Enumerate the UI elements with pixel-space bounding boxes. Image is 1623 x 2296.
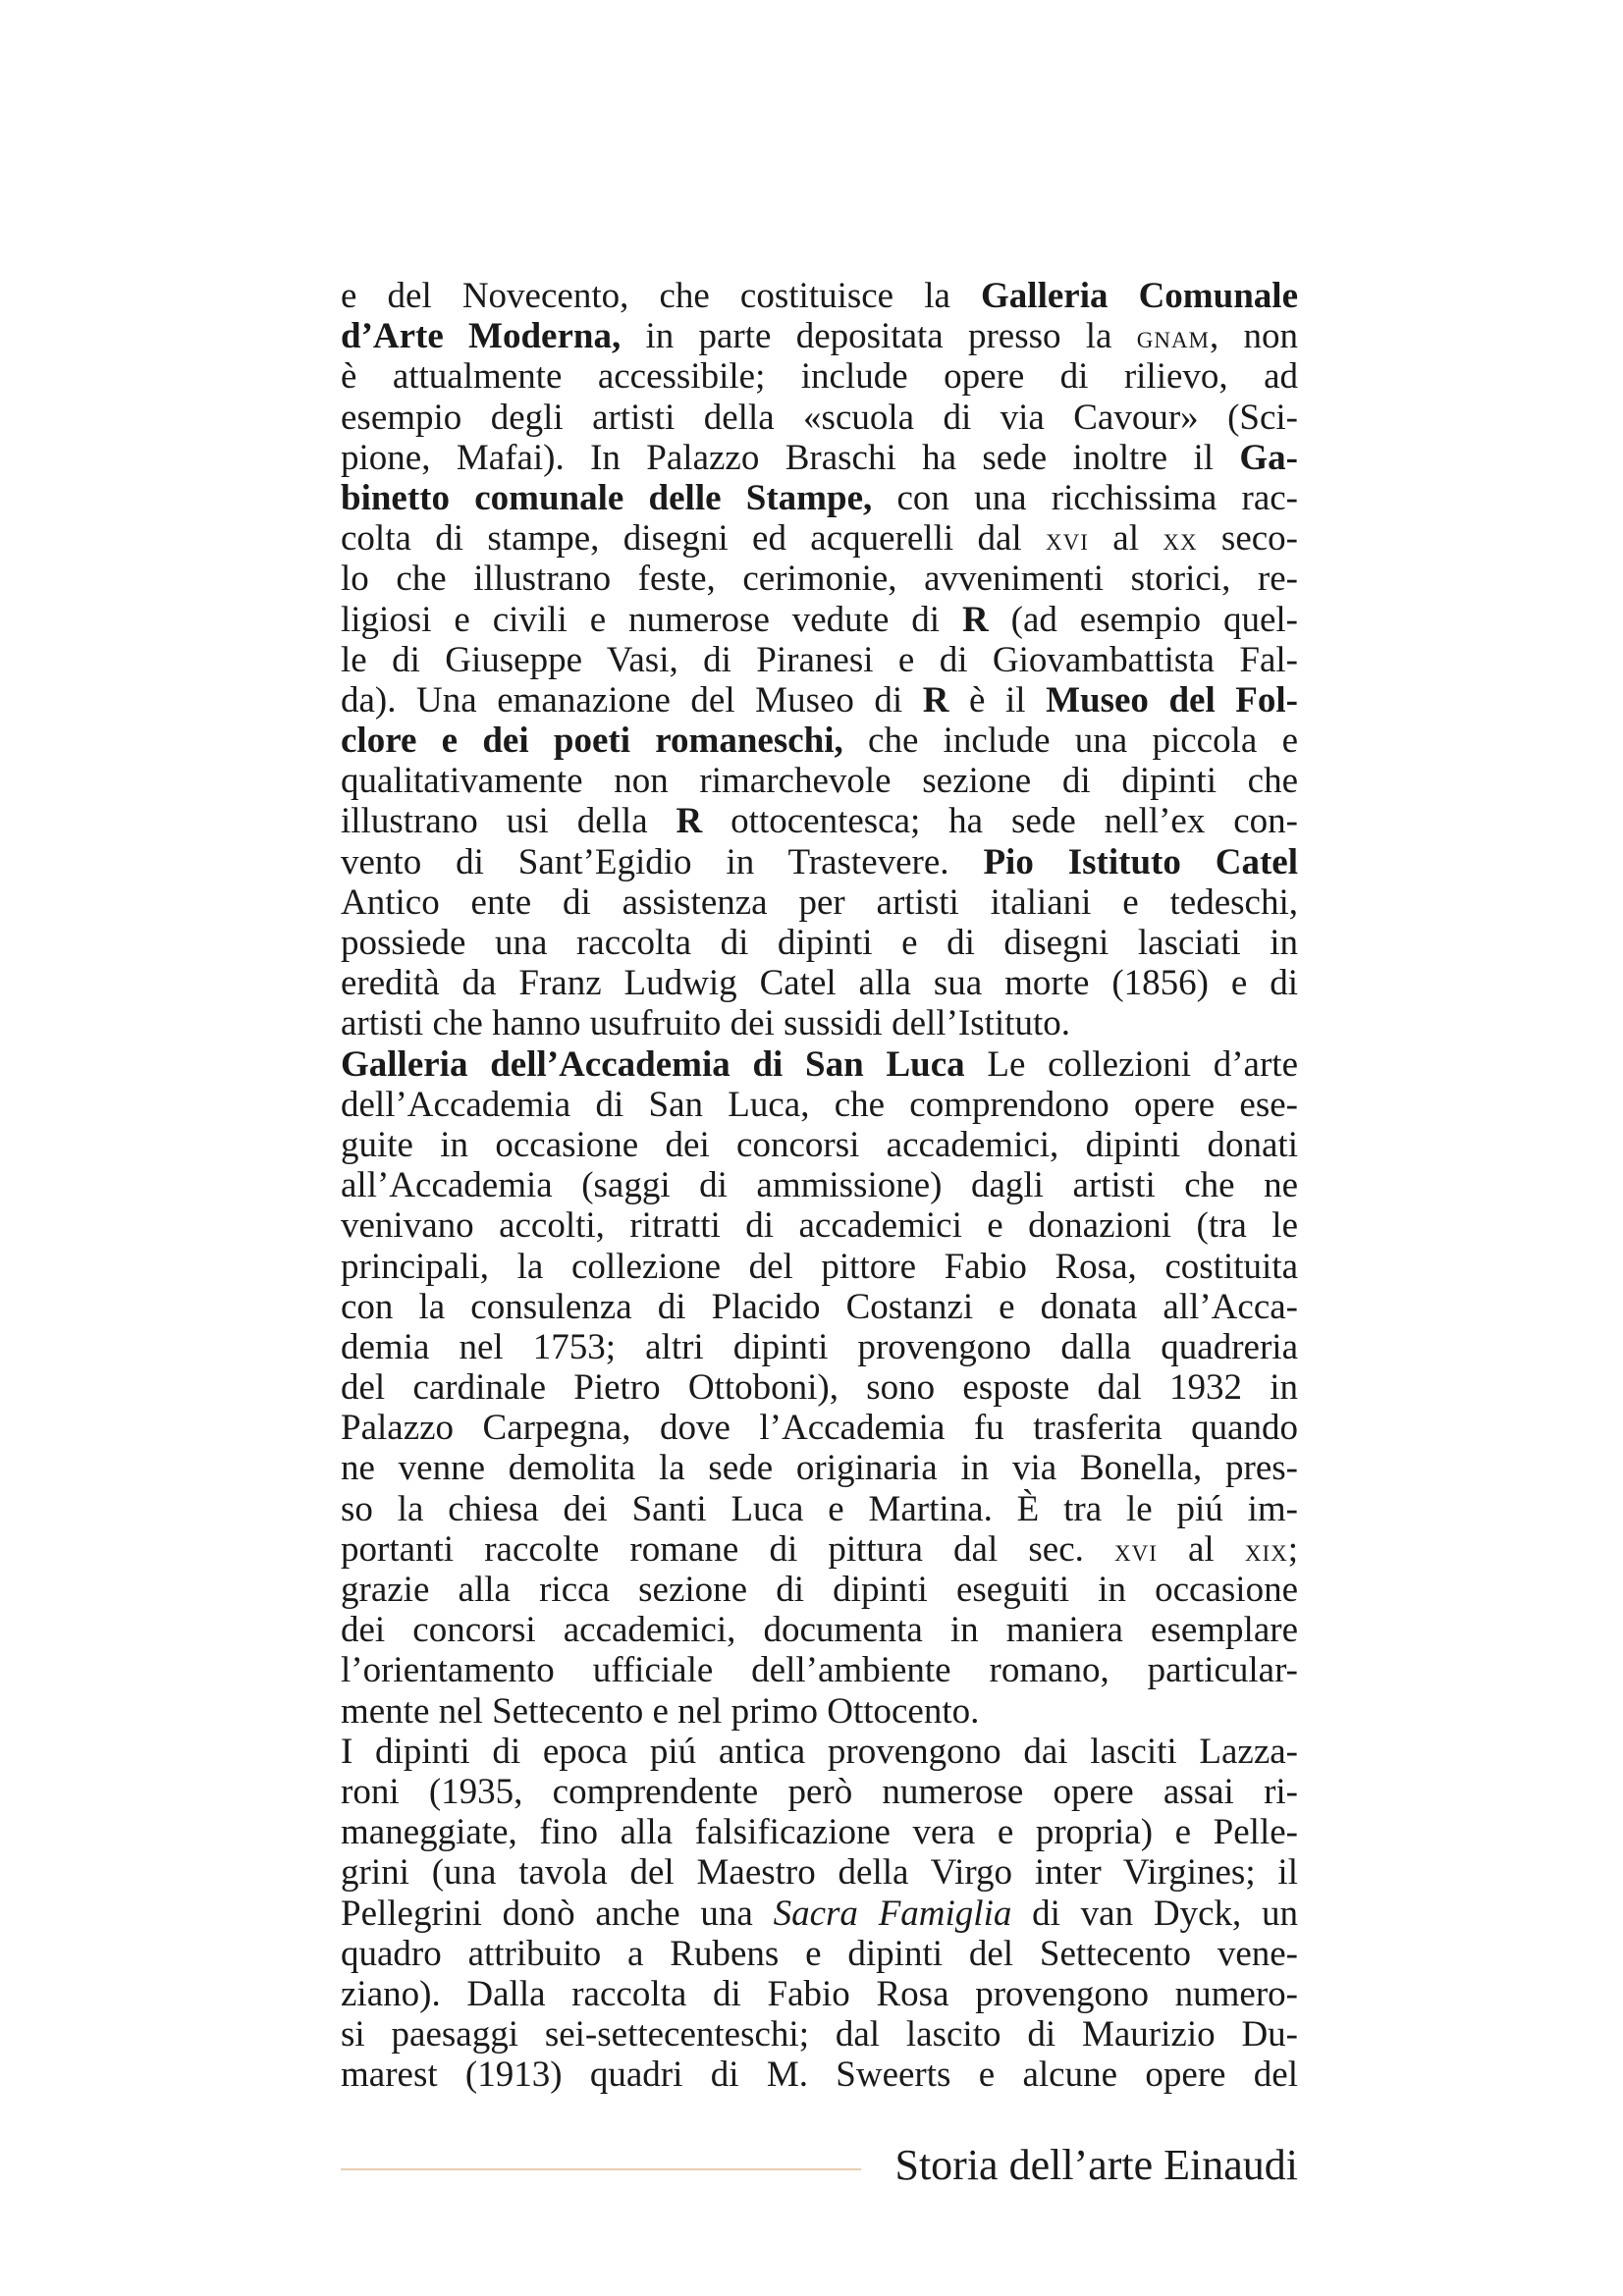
bold-term: d’Arte Moderna, xyxy=(341,316,622,357)
bold-term: Museo del Fol- xyxy=(1046,679,1298,721)
text-span: , non xyxy=(1210,316,1299,357)
text-span: Pellegrini donò anche una xyxy=(341,1893,774,1934)
text-span: al xyxy=(1157,1528,1245,1570)
text-span: Le collezioni d’arte xyxy=(964,1043,1298,1085)
text-span: è il xyxy=(948,679,1047,721)
text-line xyxy=(341,1691,1298,1732)
text-line xyxy=(341,882,1298,923)
text-line xyxy=(341,1448,1298,1488)
text-span: si paesaggi sei-settecenteschi; dal lascito di Maurizio Du- xyxy=(341,2014,1298,2056)
bold-term: clore e dei poeti romaneschi, xyxy=(341,721,843,762)
text-span: ziano). Dalla raccolta di Fabio Rosa provengono numero- xyxy=(341,1973,1298,2014)
text-line xyxy=(341,1489,1298,1529)
bold-term: Galleria Comunale xyxy=(981,276,1298,316)
text-line xyxy=(341,600,1298,640)
text-span: (ad esempio quel- xyxy=(988,599,1298,640)
bold-term: Galleria dell’Accademia di San Luca xyxy=(341,1043,965,1085)
bold-term: R xyxy=(676,801,703,842)
text-line xyxy=(341,680,1298,721)
text-line xyxy=(341,356,1298,397)
text-span: del cardinale Pietro Ottoboni), sono esposte dal 1932 in xyxy=(341,1367,1298,1409)
text-line xyxy=(341,842,1298,882)
text-span: xvi xyxy=(1046,521,1089,559)
text-span: xix xyxy=(1244,1531,1288,1569)
text-line xyxy=(341,923,1298,963)
text-span: roni (1935, comprendente però numerose opere assai ri- xyxy=(341,1771,1298,1812)
text-line xyxy=(341,398,1298,438)
text-span: al xyxy=(1088,518,1163,560)
text-line xyxy=(341,1974,1298,2014)
text-span: da). Una emanazione del Museo di xyxy=(341,679,923,721)
text-span: principali, la collezione del pittore Fabio Rosa, costituita xyxy=(341,1246,1298,1287)
text-line xyxy=(341,1327,1298,1367)
text-span: ne venne demolita la sede originaria in via Bonella, pres- xyxy=(341,1448,1298,1489)
text-line xyxy=(341,1894,1298,1934)
text-span: quadro attribuito a Rubens e dipinti del Settecento vene- xyxy=(341,1933,1298,1974)
text-line xyxy=(341,1610,1298,1650)
text-line xyxy=(341,518,1298,559)
text-span: pione, Mafai). In Palazzo Braschi ha sede inoltre il xyxy=(341,437,1240,478)
text-span: è attualmente accessibile; include opere di rilievo, ad xyxy=(341,356,1298,398)
text-span: xx xyxy=(1163,521,1198,559)
text-line xyxy=(341,1570,1298,1610)
text-span: ; xyxy=(1287,1528,1298,1570)
text-line xyxy=(341,963,1298,1003)
text-span: grini (una tavola del Maestro della Virgo inter Virgines; il xyxy=(341,1852,1298,1894)
text-line xyxy=(341,1934,1298,1974)
text-span: Palazzo Carpegna, dove l’Accademia fu trasferita quando xyxy=(341,1408,1298,1449)
text-line xyxy=(341,2014,1298,2055)
text-span: portanti raccolte romane di pittura dal sec. xyxy=(341,1528,1114,1570)
text-span: Antico ente di assistenza per artisti italiani e tedeschi, xyxy=(341,881,1298,923)
text-span: lo che illustrano feste, cerimonie, avvenimenti storici, re- xyxy=(341,559,1298,600)
text-line xyxy=(341,761,1298,801)
text-line xyxy=(341,2055,1298,2095)
text-line xyxy=(341,1732,1298,1772)
text-span: artisti che hanno usufruito dei sussidi dell’Istituto. xyxy=(341,1003,1070,1044)
text-span: demia nel 1753; altri dipinti provengono dalla quadreria xyxy=(341,1326,1298,1367)
bold-term: Pio Istituto Catel xyxy=(983,841,1298,882)
text-span: l’orientamento ufficiale dell’ambiente romano, particular- xyxy=(341,1650,1298,1691)
text-line xyxy=(341,559,1298,599)
text-span: gnam xyxy=(1136,319,1210,356)
text-span: le di Giuseppe Vasi, di Piranesi e di Giovambattista Fal- xyxy=(341,639,1298,680)
text-line xyxy=(341,1003,1298,1043)
text-line xyxy=(341,1650,1298,1690)
text-line xyxy=(341,640,1298,680)
text-span: all’Accademia (saggi di ammissione) dagli artisti che ne xyxy=(341,1165,1298,1206)
text-span: mente nel Settecento e nel primo Ottocento. xyxy=(341,1690,980,1732)
text-line xyxy=(341,801,1298,841)
text-line xyxy=(341,1165,1298,1205)
bold-term: binetto comunale delle Stampe, xyxy=(341,477,873,518)
text-line xyxy=(341,1852,1298,1893)
text-line xyxy=(341,1205,1298,1246)
text-line xyxy=(341,1085,1298,1125)
text-line xyxy=(341,316,1298,356)
text-line xyxy=(341,1287,1298,1327)
text-span: con una ricchissima rac- xyxy=(872,477,1298,518)
text-span: esempio degli artisti della «scuola di via Cavour» (Sci- xyxy=(341,397,1298,438)
text-span: seco- xyxy=(1197,518,1298,560)
bold-term: Ga- xyxy=(1239,437,1298,478)
text-span: dell’Accademia di San Luca, che comprendono opere ese- xyxy=(341,1084,1298,1125)
text-line xyxy=(341,1772,1298,1812)
text-span: xvi xyxy=(1113,1531,1158,1569)
text-span: colta di stampe, disegni ed acquerelli dal xyxy=(341,518,1047,560)
bold-term: R xyxy=(961,599,989,640)
text-span: marest (1913) quadri di M. Sweerts e alcune opere del xyxy=(341,2055,1298,2096)
text-line xyxy=(341,1408,1298,1448)
text-span: I dipinti di epoca piú antica provengono dai lasciti Lazza- xyxy=(341,1731,1298,1772)
footer-rule xyxy=(341,2168,861,2170)
text-line xyxy=(341,438,1298,478)
body-text-column xyxy=(341,276,1298,2095)
text-line xyxy=(341,1812,1298,1852)
text-line xyxy=(341,1044,1298,1085)
text-span: grazie alla ricca sezione di dipinti eseguiti in occasione xyxy=(341,1570,1298,1610)
italic-title: Sacra Famiglia xyxy=(773,1893,1012,1934)
text-span: guite in occasione dei concorsi accademici, dipinti donati xyxy=(341,1124,1298,1165)
text-line xyxy=(341,1247,1298,1287)
text-span: in parte depositata presso la xyxy=(621,316,1137,357)
text-line xyxy=(341,1367,1298,1408)
text-span: che include una piccola e xyxy=(842,721,1298,762)
text-line xyxy=(341,1125,1298,1165)
text-span: venivano accolti, ritratti di accademici e donazioni (tra le xyxy=(341,1205,1298,1247)
text-span: con la consulenza di Placido Costanzi e donata all’Acca- xyxy=(341,1286,1298,1327)
text-span: possiede una raccolta di dipinti e di disegni lasciati in xyxy=(341,923,1298,963)
text-span: illustrano usi della xyxy=(341,801,676,842)
text-span: maneggiate, fino alla falsificazione vera e propria) e Pelle- xyxy=(341,1812,1298,1853)
text-line xyxy=(341,276,1298,316)
text-span: eredità da Franz Ludwig Catel alla sua morte (1856) e di xyxy=(341,963,1298,1004)
text-span: dei concorsi accademici, documenta in maniera esemplare xyxy=(341,1610,1298,1651)
text-span: so la chiesa dei Santi Luca e Martina. È tra le piú im- xyxy=(341,1488,1298,1529)
text-span: di van Dyck, un xyxy=(1011,1893,1298,1934)
text-span: vento di Sant’Egidio in Trastevere. xyxy=(341,841,984,882)
text-line xyxy=(341,1529,1298,1570)
footer-title: Storia dell’arte Einaudi xyxy=(894,2141,1298,2189)
bold-term: R xyxy=(922,679,949,721)
text-span: ligiosi e civili e numerose vedute di xyxy=(341,599,962,640)
text-span: qualitativamente non rimarchevole sezione di dipinti che xyxy=(341,761,1298,802)
text-line xyxy=(341,478,1298,518)
text-span: ottocentesca; ha sede nell’ex con- xyxy=(702,801,1298,842)
text-span: e del Novecento, che costituisce la xyxy=(341,276,982,316)
text-line xyxy=(341,721,1298,761)
